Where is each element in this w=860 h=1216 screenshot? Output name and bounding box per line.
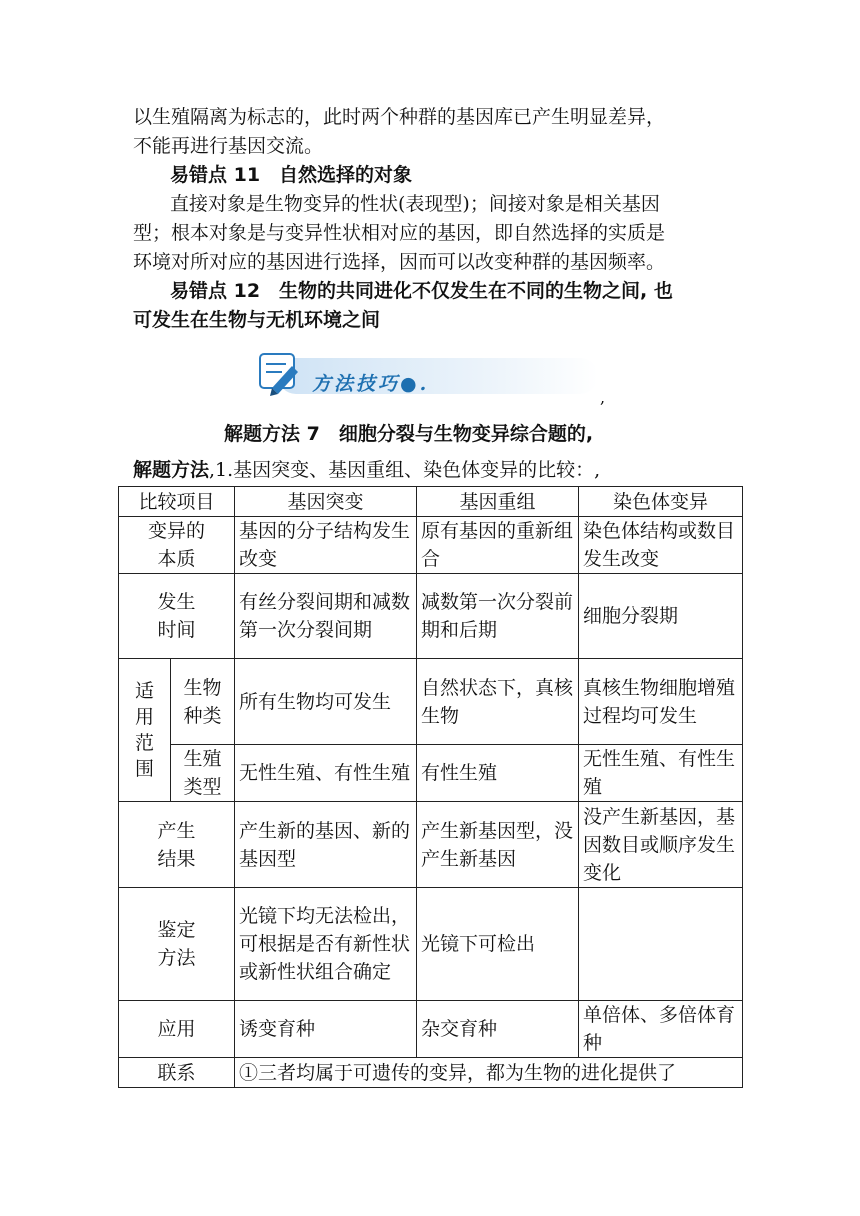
intro-paragraph bbox=[133, 103, 733, 161]
table-row bbox=[119, 574, 743, 659]
table-row bbox=[119, 888, 743, 1001]
table-header-row bbox=[119, 487, 743, 517]
table-cell: 产生新的基因、新的基因型 bbox=[235, 802, 417, 888]
method-tips-banner bbox=[258, 352, 608, 402]
scope-label: 适 用 范 围 bbox=[119, 659, 171, 802]
row-label: 发生 时间 bbox=[119, 574, 235, 659]
table-cell: 无性生殖、有性生殖 bbox=[579, 745, 743, 802]
table-cell: 单倍体、多倍体育种 bbox=[579, 1001, 743, 1058]
row-label: 联系 bbox=[119, 1058, 235, 1088]
row-sublabel: 生物 种类 bbox=[171, 659, 235, 745]
table-cell: 没产生新基因，基因数目或顺序发生变化 bbox=[579, 802, 743, 888]
table-cell: 染色体结构或数目发生改变 bbox=[579, 517, 743, 574]
method-subtitle-bold: 解题方法 bbox=[133, 459, 210, 481]
table-cell: 有性生殖 bbox=[417, 745, 579, 802]
table-cell bbox=[579, 888, 743, 1001]
error-point-11 bbox=[133, 161, 733, 277]
table-row bbox=[119, 1001, 743, 1058]
table-cell: 杂交育种 bbox=[417, 1001, 579, 1058]
table-row bbox=[119, 802, 743, 888]
table-cell: 无性生殖、有性生殖 bbox=[235, 745, 417, 802]
row-label: 产生 结果 bbox=[119, 802, 235, 888]
intro-line-1: 以生殖隔离为标志的，此时两个种群的基因库已产生明显差异， bbox=[133, 106, 666, 128]
table-cell: 原有基因的重新组合 bbox=[417, 517, 579, 574]
table-cell: 产生新基因型，没产生新基因 bbox=[417, 802, 579, 888]
table-cell: 减数第一次分裂前期和后期 bbox=[417, 574, 579, 659]
table-cell: 所有生物均可发生 bbox=[235, 659, 417, 745]
method-tips-banner-text: 方法技巧●. bbox=[312, 373, 430, 395]
table-row bbox=[119, 659, 743, 745]
row-label: 应用 bbox=[119, 1001, 235, 1058]
header-chromosome-variation: 染色体变异 bbox=[579, 487, 743, 517]
table-cell: 光镜下可检出 bbox=[417, 888, 579, 1001]
table-cell: 光镜下均无法检出，可根据是否有新性状或新性状组合确定 bbox=[235, 888, 417, 1001]
table-row bbox=[119, 745, 743, 802]
table-cell: 诱变育种 bbox=[235, 1001, 417, 1058]
error-point-12 bbox=[133, 277, 733, 335]
variation-comparison-table bbox=[118, 486, 743, 1088]
table-cell: 自然状态下，真核生物 bbox=[417, 659, 579, 745]
intro-line-2: 不能再进行基因交流。 bbox=[133, 135, 324, 157]
header-gene-recombination: 基因重组 bbox=[417, 487, 579, 517]
row-sublabel: 生殖 类型 bbox=[171, 745, 235, 802]
table-cell: 细胞分裂期 bbox=[579, 574, 743, 659]
table-cell: 基因的分子结构发生改变 bbox=[235, 517, 417, 574]
table-row bbox=[119, 517, 743, 574]
error-point-11-title: 易错点 11 自然选择的对象 bbox=[170, 164, 413, 186]
error-point-12-title-line-2: 可发生在生物与无机环境之间 bbox=[133, 309, 381, 331]
error-point-11-line-1: 直接对象是生物变异的性状(表现型)；间接对象是相关基因 bbox=[170, 193, 660, 215]
row-label: 变异的 本质 bbox=[119, 517, 235, 574]
method-title: 解题方法 7 细胞分裂与生物变异综合题的, bbox=[224, 423, 594, 445]
header-item: 比较项目 bbox=[119, 487, 235, 517]
method-subtitle-rest: ,1.基因突变、基因重组、染色体变异的比较：, bbox=[209, 459, 601, 481]
table-cell: 有丝分裂间期和减数第一次分裂间期 bbox=[235, 574, 417, 659]
header-gene-mutation: 基因突变 bbox=[235, 487, 417, 517]
table-cell: ①三者均属于可遗传的变异，都为生物的进化提供了 bbox=[235, 1058, 743, 1088]
error-point-11-line-3: 环境对所对应的基因进行选择，因而可以改变种群的基因频率。 bbox=[133, 251, 666, 273]
table-cell: 真核生物细胞增殖过程均可发生 bbox=[579, 659, 743, 745]
error-point-12-title-line-1: 易错点 12 生物的共同进化不仅发生在不同的生物之间, 也 bbox=[170, 280, 673, 302]
banner-trailing-comma: , bbox=[600, 388, 606, 407]
row-label: 鉴定 方法 bbox=[119, 888, 235, 1001]
error-point-11-line-2: 型；根本对象是与变异性状相对应的基因，即自然选择的实质是 bbox=[133, 222, 666, 244]
method-subtitle bbox=[133, 455, 600, 482]
table-row bbox=[119, 1058, 743, 1088]
